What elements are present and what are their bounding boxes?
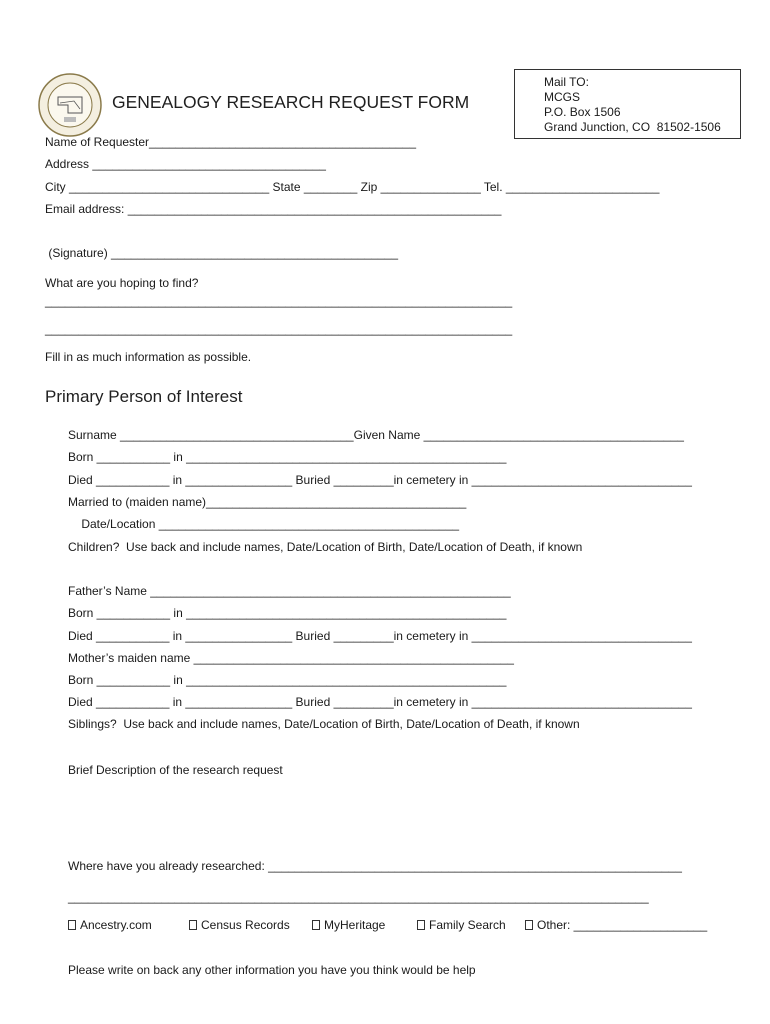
option-family-search[interactable]: Family Search	[417, 918, 506, 932]
option-other[interactable]: Other: ____________________	[525, 918, 707, 932]
option-myheritage[interactable]: MyHeritage	[312, 918, 385, 932]
primary-person-heading: Primary Person of Interest	[45, 387, 243, 406]
already-researched-field[interactable]: Where have you already researched: ______________________________________________________________	[68, 859, 682, 873]
form-title: GENEALOGY RESEARCH REQUEST FORM	[112, 92, 470, 112]
society-seal-logo	[38, 73, 102, 137]
mail-to-box	[514, 69, 741, 139]
footer-note: Please write on back any other information you have you think would be help	[68, 963, 476, 977]
hoping-to-find-label: What are you hoping to find?	[45, 276, 199, 290]
mail-to-label: Mail TO:	[544, 75, 589, 89]
children-note: Children? Use back and include names, Date/Location of Birth, Date/Location of Death, if known	[68, 540, 583, 554]
father-name-field[interactable]: Father’s Name ______________________________________________________	[68, 584, 511, 598]
already-researched-line-2[interactable]: _______________________________________________________________________________________	[68, 890, 649, 904]
mother-maiden-name-field[interactable]: Mother’s maiden name ________________________________________________	[68, 651, 514, 665]
married-to-field[interactable]: Married to (maiden name)_______________________________________	[68, 495, 467, 509]
father-died-field[interactable]: Died ___________ in ________________ Buried _________in cemetery in _________________________________	[68, 629, 692, 643]
mail-to-city: Grand Junction, CO 81502-1506	[544, 120, 721, 134]
address-field[interactable]: Address ___________________________________	[45, 157, 326, 171]
checkbox-icon[interactable]	[525, 920, 533, 930]
option-census-records[interactable]: Census Records	[189, 918, 290, 932]
primary-died-field[interactable]: Died ___________ in ________________ Buried _________in cemetery in _________________________________	[68, 473, 692, 487]
email-field[interactable]: Email address: ________________________________________________________	[45, 202, 502, 216]
mail-to-org: MCGS	[544, 90, 580, 104]
option-ancestry[interactable]: Ancestry.com	[68, 918, 152, 932]
siblings-note: Siblings? Use back and include names, Date/Location of Birth, Date/Location of Death, if known	[68, 717, 580, 731]
mail-to-po-box: P.O. Box 1506	[544, 105, 621, 119]
father-born-field[interactable]: Born ___________ in ________________________________________________	[68, 606, 507, 620]
primary-born-field[interactable]: Born ___________ in ________________________________________________	[68, 450, 507, 464]
signature-field[interactable]: (Signature) ___________________________________________	[45, 246, 399, 260]
checkbox-icon[interactable]	[417, 920, 425, 930]
hoping-to-find-line-1[interactable]: ______________________________________________________________________	[45, 294, 513, 308]
checkbox-icon[interactable]	[68, 920, 76, 930]
hoping-to-find-line-2[interactable]: ______________________________________________________________________	[45, 322, 513, 336]
requester-name-field[interactable]: Name of Requester________________________________________	[45, 135, 417, 149]
marriage-date-location-field[interactable]: Date/Location _____________________________________________	[68, 517, 460, 531]
mother-born-field[interactable]: Born ___________ in ________________________________________________	[68, 673, 507, 687]
brief-description-label: Brief Description of the research request	[68, 763, 283, 777]
checkbox-icon[interactable]	[189, 920, 197, 930]
surname-given-name-field[interactable]: Surname ___________________________________Given Name _______________________________________	[68, 428, 684, 442]
city-state-zip-tel-field[interactable]: City ______________________________ State ________ Zip _______________ Tel. _______________________	[45, 180, 660, 194]
mother-died-field[interactable]: Died ___________ in ________________ Buried _________in cemetery in _________________________________	[68, 695, 692, 709]
fill-in-note: Fill in as much information as possible.	[45, 350, 252, 364]
checkbox-icon[interactable]	[312, 920, 320, 930]
